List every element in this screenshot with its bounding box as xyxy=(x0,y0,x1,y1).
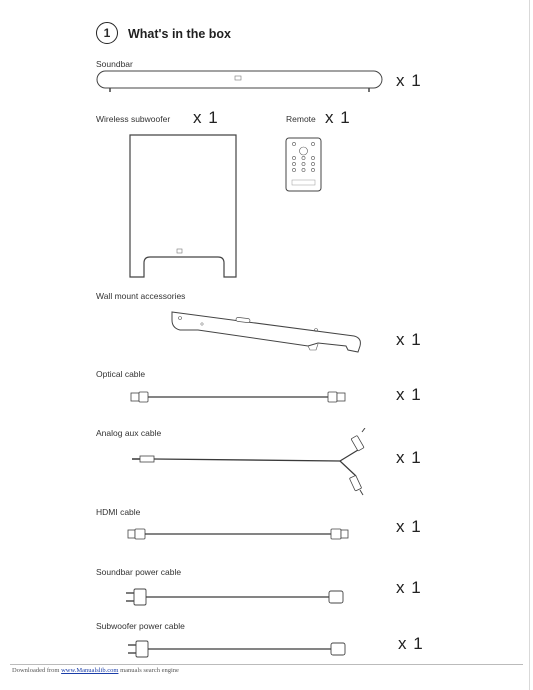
aux-cable-label: Analog aux cable xyxy=(96,428,162,438)
step-number-badge: 1 xyxy=(96,22,118,44)
aux-cable-quantity: x 1 xyxy=(396,448,422,467)
hdmi-cable-illustration xyxy=(126,526,352,542)
manualslib-link[interactable]: www.Manualslib.com xyxy=(61,667,119,674)
optical-cable-label: Optical cable xyxy=(96,369,146,379)
footer-prefix: Downloaded from xyxy=(12,667,62,674)
subwoofer-power-cable-illustration xyxy=(126,638,352,660)
wall-mount-label: Wall mount accessories xyxy=(96,291,186,301)
hdmi-cable-label: HDMI cable xyxy=(96,507,141,517)
optical-cable-illustration xyxy=(128,390,350,404)
soundbar-illustration xyxy=(96,68,386,96)
optical-cable-quantity: x 1 xyxy=(396,385,422,404)
footer-suffix: manuals search engine xyxy=(118,667,179,674)
subwoofer-power-cable-label: Subwoofer power cable xyxy=(96,621,185,631)
subwoofer-illustration xyxy=(128,133,240,281)
wall-mount-quantity: x 1 xyxy=(396,330,422,349)
soundbar-power-cable-quantity: x 1 xyxy=(396,578,422,597)
subwoofer-quantity: x 1 xyxy=(193,108,219,127)
soundbar-power-cable-illustration xyxy=(124,586,350,608)
section-title: What's in the box xyxy=(128,27,231,41)
remote-illustration xyxy=(284,136,324,194)
aux-cable-illustration xyxy=(130,428,378,498)
soundbar-power-cable-label: Soundbar power cable xyxy=(96,567,182,577)
remote-label: Remote xyxy=(286,114,316,124)
soundbar-quantity: x 1 xyxy=(396,71,422,90)
soundbar-label: Soundbar xyxy=(96,59,133,69)
subwoofer-power-cable-quantity: x 1 xyxy=(398,634,424,653)
remote-quantity: x 1 xyxy=(325,108,351,127)
footer-divider xyxy=(10,664,523,665)
download-footer xyxy=(12,667,179,674)
hdmi-cable-quantity: x 1 xyxy=(396,517,422,536)
subwoofer-label: Wireless subwoofer xyxy=(96,114,171,124)
wall-mount-bracket-illustration xyxy=(168,306,366,356)
scan-edge-line xyxy=(529,0,530,690)
